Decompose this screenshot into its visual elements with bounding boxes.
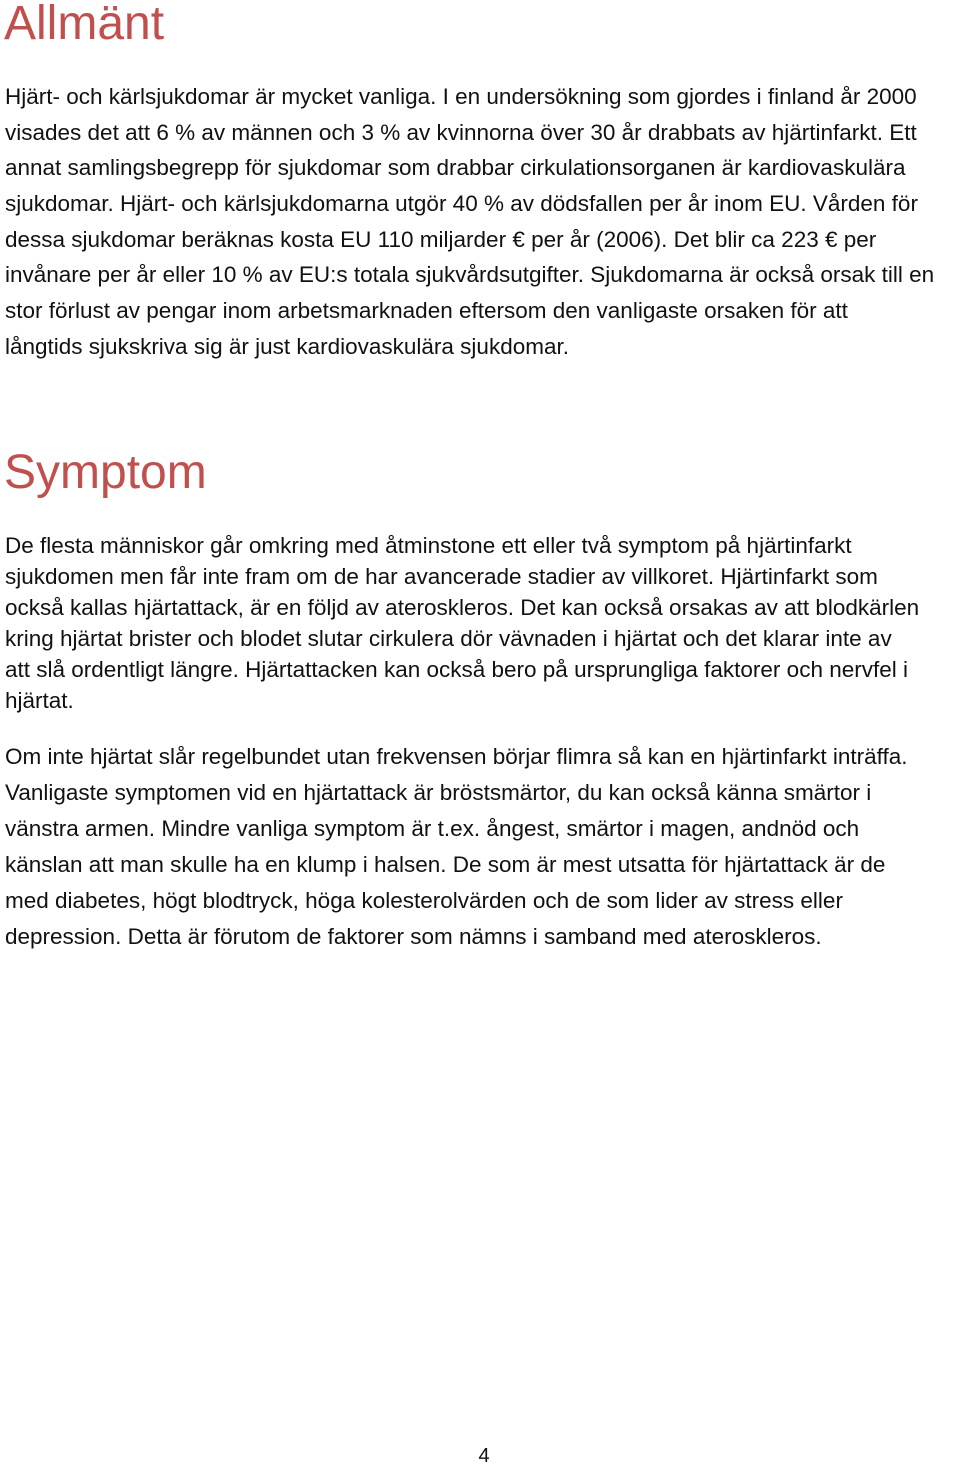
text-line: Hjärt- och kärlsjukdomar är mycket vanliga. I en undersökning som gjordes i finland år 2000 — [5, 84, 917, 109]
section-heading: Symptom — [4, 446, 207, 499]
text-line: långtids sjukskriva sig är just kardiovaskulära sjukdomar. — [5, 333, 569, 359]
text-line: med diabetes, högt blodtryck, höga kolesterolvärden och de som lider av stress eller — [5, 888, 843, 913]
text-line: invånare per år eller 10 % av EU:s totala sjukvårdsutgifter. Sjukdomarna är också orsak till en — [5, 262, 935, 288]
text-line: depression. Detta är förutom de faktorer som nämns i samband med ateroskleros. — [5, 924, 822, 949]
text-line: stor förlust av pengar inom arbetsmarknaden eftersom den vanligaste orsaken för att — [5, 298, 848, 324]
text-line: Om inte hjärtat slår regelbundet utan frekvensen börjar flimra så kan en hjärtinfarkt inträffa. — [5, 744, 908, 769]
paragraph — [5, 79, 934, 365]
text-line: hjärtat. — [5, 688, 74, 713]
text-line: också kallas hjärtattack, är en följd av ateroskleros. Det kan också orsakas av att blodkärlen — [5, 595, 920, 620]
text-line: annat samlingsbegrepp för sjukdomar som drabbar cirkulationsorganen är kardiovaskulära — [5, 155, 906, 181]
text-line: De flesta människor går omkring med åtminstone ett eller två symptom på hjärtinfarkt — [5, 533, 852, 558]
text-line: Vanligaste symptomen vid en hjärtattack är bröstsmärtor, du kan också känna smärtor i — [5, 780, 872, 805]
text-line: att slå ordentligt längre. Hjärtattacken kan också bero på ursprungliga faktorer och nervfel i — [5, 657, 908, 682]
text-line: sjukdomen men får inte fram om de har avancerade stadier av villkoret. Hjärtinfarkt som — [5, 564, 878, 589]
page-number: 4 — [478, 1445, 490, 1467]
text-line: kring hjärtat brister och blodet slutar cirkulera dör vävnaden i hjärtat och det klarar inte av — [5, 626, 892, 651]
paragraph — [5, 739, 908, 955]
text-line: dessa sjukdomar beräknas kosta EU 110 miljarder € per år (2006). Det blir ca 223 € per — [5, 226, 877, 252]
text-line: vänstra armen. Mindre vanliga symptom är t.ex. ångest, smärtor i magen, andnöd och — [5, 816, 860, 841]
section-heading: Allmänt — [4, 0, 165, 50]
text-line: sjukdomar. Hjärt- och kärlsjukdomarna utgör 40 % av dödsfallen per år inom EU. Vården för — [5, 191, 918, 217]
paragraph — [5, 530, 919, 716]
text-line: visades det att 6 % av männen och 3 % av kvinnorna över 30 år drabbats av hjärtinfarkt. Ett — [5, 119, 917, 145]
text-line: känslan att man skulle ha en klump i halsen. De som är mest utsatta för hjärtattack är de — [5, 852, 886, 877]
